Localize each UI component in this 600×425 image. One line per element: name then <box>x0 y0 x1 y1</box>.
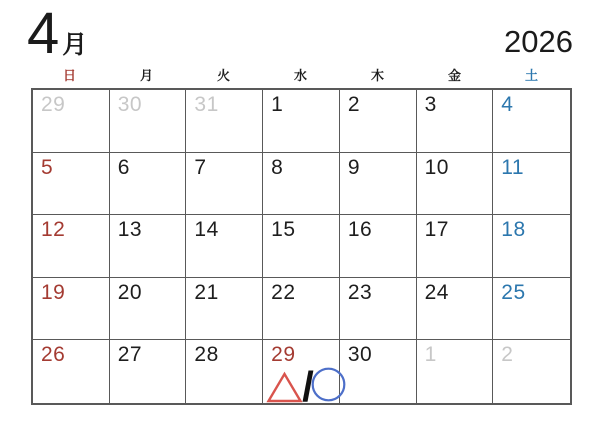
day-number: 12 <box>41 218 66 242</box>
day-cell <box>263 215 340 278</box>
day-number: 17 <box>424 218 449 242</box>
day-cell <box>186 215 263 278</box>
day-number: 16 <box>347 218 373 242</box>
day-number: 13 <box>117 218 143 242</box>
day-number: 20 <box>117 280 143 304</box>
day-cell <box>417 278 494 341</box>
day-number: 30 <box>347 343 373 367</box>
weekday-label-日: 日 <box>62 68 76 83</box>
day-number: 26 <box>41 343 66 367</box>
day-cell <box>110 90 187 153</box>
day-number: 29 <box>41 93 66 116</box>
day-cell <box>33 153 110 216</box>
day-number: 5 <box>41 155 54 179</box>
day-cell <box>340 90 417 153</box>
day-cell <box>33 90 110 153</box>
day-cell <box>493 90 570 153</box>
month-number: 4 <box>27 1 60 66</box>
day-number: 14 <box>194 218 219 242</box>
day-cell <box>33 215 110 278</box>
day-number: 11 <box>501 155 525 179</box>
day-cell <box>340 153 417 216</box>
day-cell <box>110 278 187 341</box>
day-number: 30 <box>117 93 143 116</box>
day-cell <box>263 153 340 216</box>
day-number: 28 <box>194 343 219 367</box>
day-cell <box>186 90 263 153</box>
day-number: 22 <box>271 280 296 304</box>
day-number: 29 <box>271 343 296 367</box>
day-number: 3 <box>424 93 437 116</box>
day-cell <box>263 278 340 341</box>
day-number: 10 <box>424 155 449 179</box>
day-number: 2 <box>501 343 514 367</box>
day-number: 19 <box>41 280 66 304</box>
day-number: 2 <box>347 93 361 116</box>
day-cell <box>33 340 110 403</box>
day-cell <box>417 340 494 403</box>
day-number: 31 <box>194 93 219 116</box>
day-cell <box>110 215 187 278</box>
day-cell <box>340 278 417 341</box>
day-cell <box>263 90 340 153</box>
day-number: 23 <box>347 280 373 304</box>
day-number: 24 <box>424 280 449 304</box>
day-cell <box>186 153 263 216</box>
day-number: 6 <box>117 155 130 179</box>
day-number: 21 <box>194 280 219 304</box>
day-number: 7 <box>194 155 207 179</box>
day-cell <box>110 340 187 403</box>
day-number: 8 <box>271 155 284 179</box>
weekday-label-水: 水 <box>293 68 307 83</box>
day-cell <box>493 215 570 278</box>
day-cell <box>186 278 263 341</box>
day-number: 25 <box>501 280 526 304</box>
day-cell <box>186 340 263 403</box>
weekday-label-土: 土 <box>524 68 538 83</box>
day-cell <box>417 90 494 153</box>
day-number: 9 <box>347 155 361 179</box>
weekday-label-火: 火 <box>216 68 230 83</box>
day-number: 15 <box>271 218 296 242</box>
day-cell <box>493 278 570 341</box>
day-cell <box>263 340 340 410</box>
day-number: 4 <box>501 93 514 116</box>
day-number: 1 <box>424 343 437 367</box>
weekday-label-月: 月 <box>139 68 153 83</box>
day-cell <box>110 153 187 216</box>
page-title <box>27 2 87 66</box>
day-cell <box>340 215 417 278</box>
day-marks <box>266 362 346 410</box>
slash-mark: / <box>302 362 314 410</box>
triangle-icon <box>266 371 303 404</box>
day-cell <box>493 153 570 216</box>
calendar-grid <box>31 88 572 410</box>
day-number: 1 <box>271 93 284 116</box>
day-cell <box>417 153 494 216</box>
weekday-header-row <box>31 65 570 84</box>
day-cell <box>340 340 417 403</box>
day-number: 27 <box>117 343 143 367</box>
day-cell <box>33 278 110 341</box>
day-number: 18 <box>501 218 526 242</box>
year-label: 2026 <box>504 24 573 59</box>
day-cell <box>417 215 494 278</box>
weekday-label-木: 木 <box>370 68 384 83</box>
month-unit-label: 月 <box>62 31 88 59</box>
weekday-label-金: 金 <box>447 68 461 83</box>
day-cell <box>493 340 570 403</box>
